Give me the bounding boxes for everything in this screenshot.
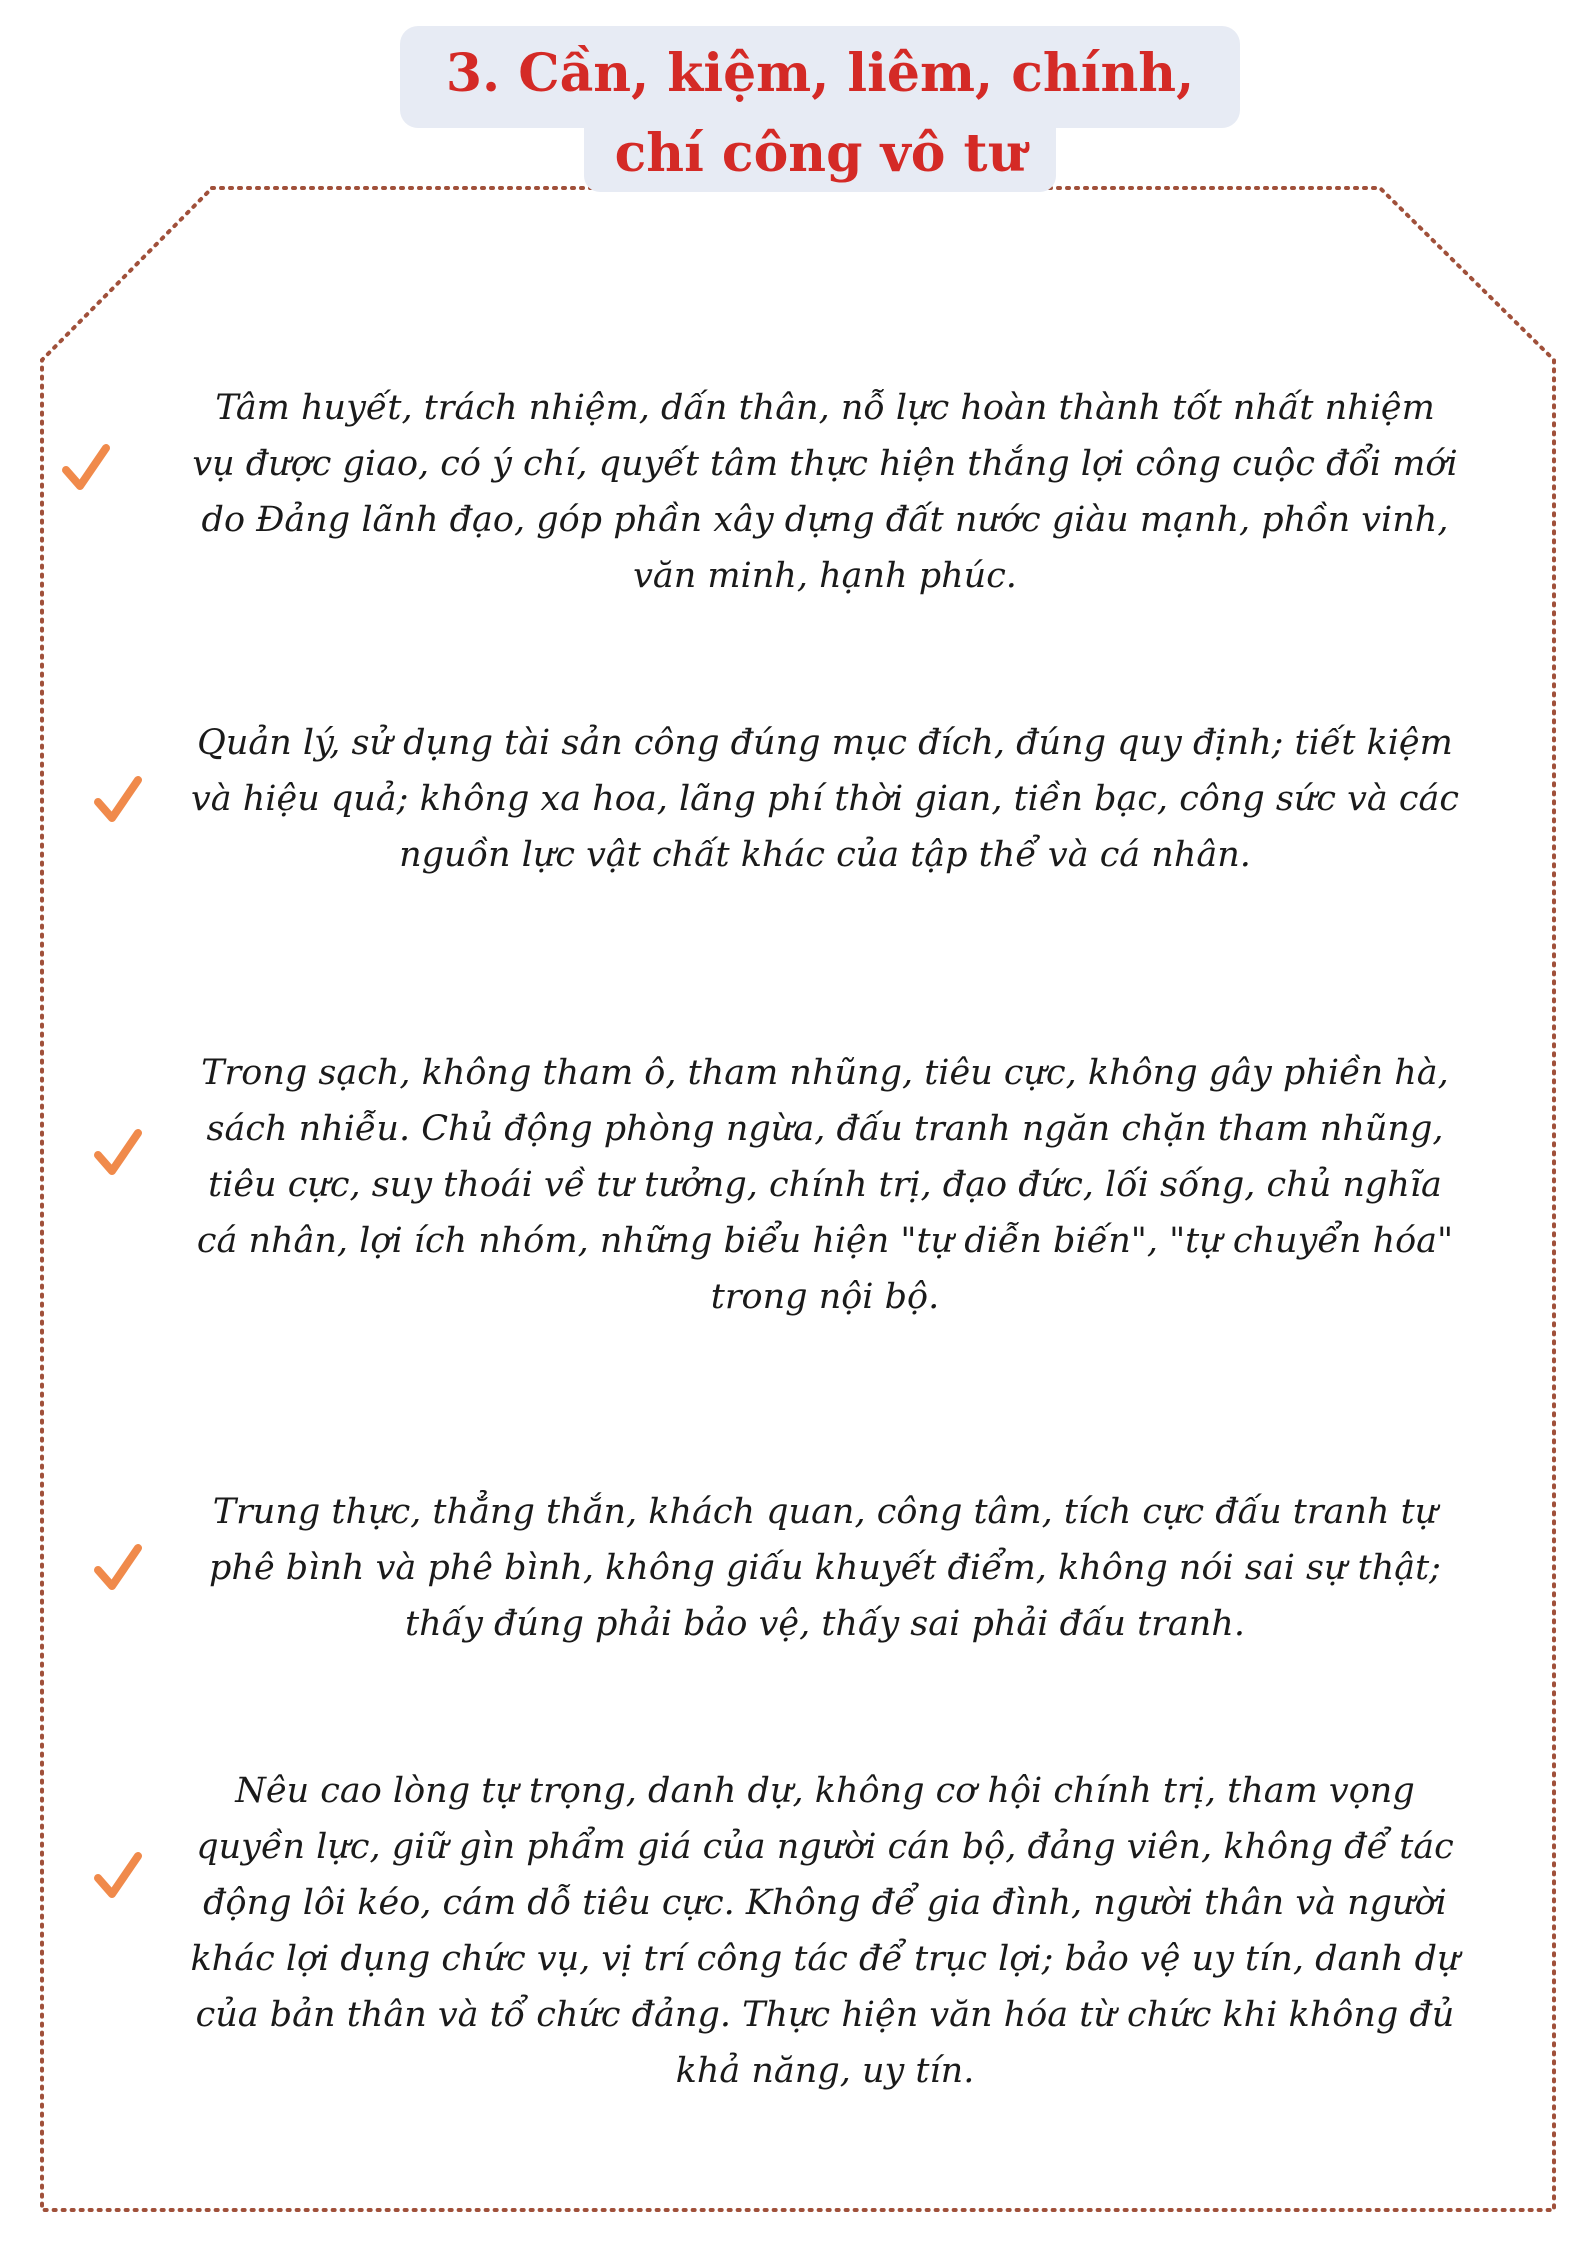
check-icon bbox=[90, 1125, 146, 1181]
title-line-1: 3. Cần, kiệm, liêm, chính, bbox=[445, 43, 1195, 104]
check-icon bbox=[90, 772, 146, 828]
list-item-text: Trong sạch, không tham ô, tham nhũng, tiêu cực, không gây phiền hà, sách nhiễu. Chủ động phòng ngừa, đấu tranh ngăn chặn tham nhũng, tiêu cực, suy thoái về tư tưởng, chính trị, đạo đức, lối sống, chủ nghĩa cá nhân, lợi ích nhóm, những biểu hiện "tự diễn biến", "tự chuyển hóa" trong nội bộ. bbox=[196, 1053, 1454, 1317]
list-item-text: Quản lý, sử dụng tài sản công đúng mục đích, đúng quy định; tiết kiệm và hiệu quả; không xa hoa, lãng phí thời gian, tiền bạc, công sức và các nguồn lực vật chất khác của tập thể và cá nhân. bbox=[190, 723, 1459, 875]
list-item-text: Nêu cao lòng tự trọng, danh dự, không cơ hội chính trị, tham vọng quyền lực, giữ gìn phẩm giá của người cán bộ, đảng viên, không để tác động lôi kéo, cám dỗ tiêu cực. Không để gia đình, người thân và người khác lợi dụng chức vụ, vị trí công tác để trục lợi; bảo vệ uy tín, danh dự của bản thân và tổ chức đảng. Thực hiện văn hóa từ chức khi không đủ khả năng, uy tín. bbox=[190, 1771, 1460, 2091]
check-icon bbox=[90, 1848, 146, 1904]
list-item-text: Trung thực, thẳng thắn, khách quan, công tâm, tích cực đấu tranh tự phê bình và phê bình, không giấu khuyết điểm, không nói sai sự thật; thấy đúng phải bảo vệ, thấy sai phải đấu tranh. bbox=[209, 1492, 1441, 1644]
page-title bbox=[400, 34, 1240, 194]
check-icon bbox=[58, 440, 114, 496]
title-line-2: chí công vô tư bbox=[614, 123, 1026, 184]
check-icon bbox=[90, 1540, 146, 1596]
list-item-text: Tâm huyết, trách nhiệm, dấn thân, nỗ lực hoàn thành tốt nhất nhiệm vụ được giao, có ý chí, quyết tâm thực hiện thắng lợi công cuộc đổi mới do Đảng lãnh đạo, góp phần xây dựng đất nước giàu mạnh, phồn vinh, văn minh, hạnh phúc. bbox=[192, 388, 1458, 596]
